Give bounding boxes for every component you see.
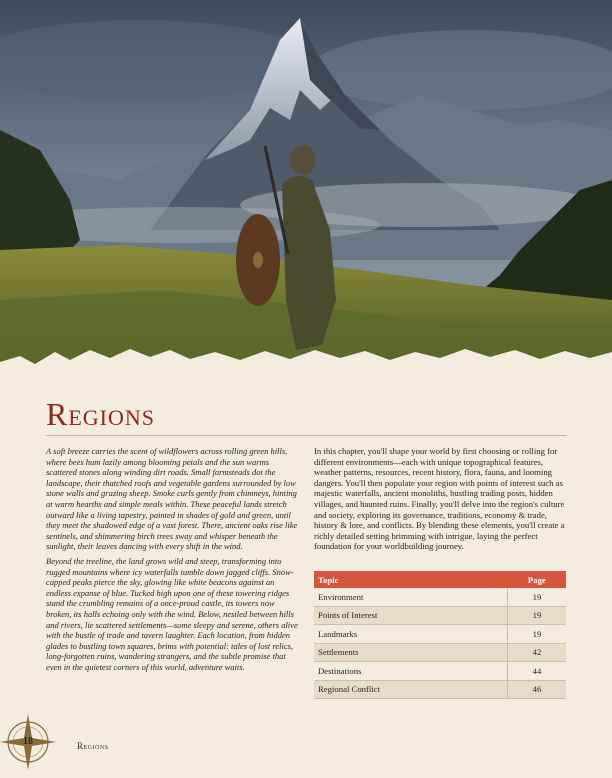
topic-cell: Settlements bbox=[314, 643, 508, 662]
page-cell: 19 bbox=[508, 588, 567, 606]
page-number: 18 bbox=[23, 736, 33, 747]
topic-table-header-row bbox=[314, 571, 566, 588]
table-row bbox=[314, 662, 566, 681]
hero-illustration bbox=[0, 0, 612, 372]
page-column-header: Page bbox=[508, 571, 567, 588]
page-title: Regions bbox=[46, 396, 156, 432]
flavor-paragraph-1: A soft breeze carries the scent of wildflowers across rolling green hills, where bees hum lazily among blooming petals and the sun warms scattered stones along winding dirt roads. Small farmsteads dot the landscape, their thatched roofs and vegetable gardens surrounded by low stone walls and grazing sheep. Smoke curls gently from chimneys, hinting at warm hearths and simple meals within. These peaceful lands stretch outward like a living tapestry, painted in shades of gold and green, until they meet the shadowed edge of a vast forest. There, ancient oaks rise like sentinels, and shimmering birch trees sway and whisper beneath the sunlight, their leaves dancing with every shift in the wind. bbox=[46, 446, 298, 552]
topic-cell: Environment bbox=[314, 588, 508, 606]
topic-cell: Destinations bbox=[314, 662, 508, 681]
page-cell: 46 bbox=[508, 680, 567, 699]
table-row bbox=[314, 625, 566, 644]
table-row bbox=[314, 606, 566, 625]
table-row bbox=[314, 680, 566, 699]
page-cell: 42 bbox=[508, 643, 567, 662]
topic-cell: Landmarks bbox=[314, 625, 508, 644]
table-row bbox=[314, 588, 566, 606]
intro-paragraph: In this chapter, you'll shape your world by first choosing or rolling for different environments—each with unique topographical features, weather patterns, resources, recent history, flora, fauna, and looming dangers. You'll then populate your region with points of interest such as majestic waterfalls, ancient monoliths, bustling trading posts, hidden villages, and haunted ruins. Finally, you'll delve into the region's culture and society, exploring its governance, traditions, economy & trade, history & lore, and conflicts. By blending these elements, you'll create a richly detailed setting brimming with intrigue, laying the perfect foundation for your worldbuilding journey. bbox=[314, 446, 565, 552]
topic-column-header: Topic bbox=[314, 571, 508, 588]
mountain-landscape-image bbox=[0, 0, 612, 372]
left-column-flavor-text bbox=[46, 446, 298, 676]
page-cell: 19 bbox=[508, 606, 567, 625]
topic-cell: Points of Interest bbox=[314, 606, 508, 625]
table-row bbox=[314, 643, 566, 662]
page-cell: 44 bbox=[508, 662, 567, 681]
flavor-paragraph-2: Beyond the treeline, the land grows wild and steep, transforming into rugged mountains where icy waterfalls tumble down jagged cliffs. Snow-capped peaks pierce the sky, glowing like white beacons against an endless expanse of blue. Tucked high upon one of these towering ridges stand the crumbling remains of a once-proud castle, its towers now broken, its halls echoing only with the wind. Below, nestled between hills and rivers, lie scattered settlements—some sleepy and serene, others alive with the bustle of trade and tavern laughter. Each location, from hidden glades to bustling town squares, brims with potential: tales of lost relics, long-forgotten ruins, wandering strangers, and the subtle promise that even in the quietest corners of this world, adventure waits. bbox=[46, 555, 298, 672]
page-cell: 19 bbox=[508, 625, 567, 644]
topic-table bbox=[314, 571, 566, 699]
right-column-intro bbox=[314, 446, 566, 552]
footer-section-label: Regions bbox=[77, 741, 109, 751]
title-divider bbox=[46, 435, 566, 436]
topic-cell: Regional Conflict bbox=[314, 680, 508, 699]
